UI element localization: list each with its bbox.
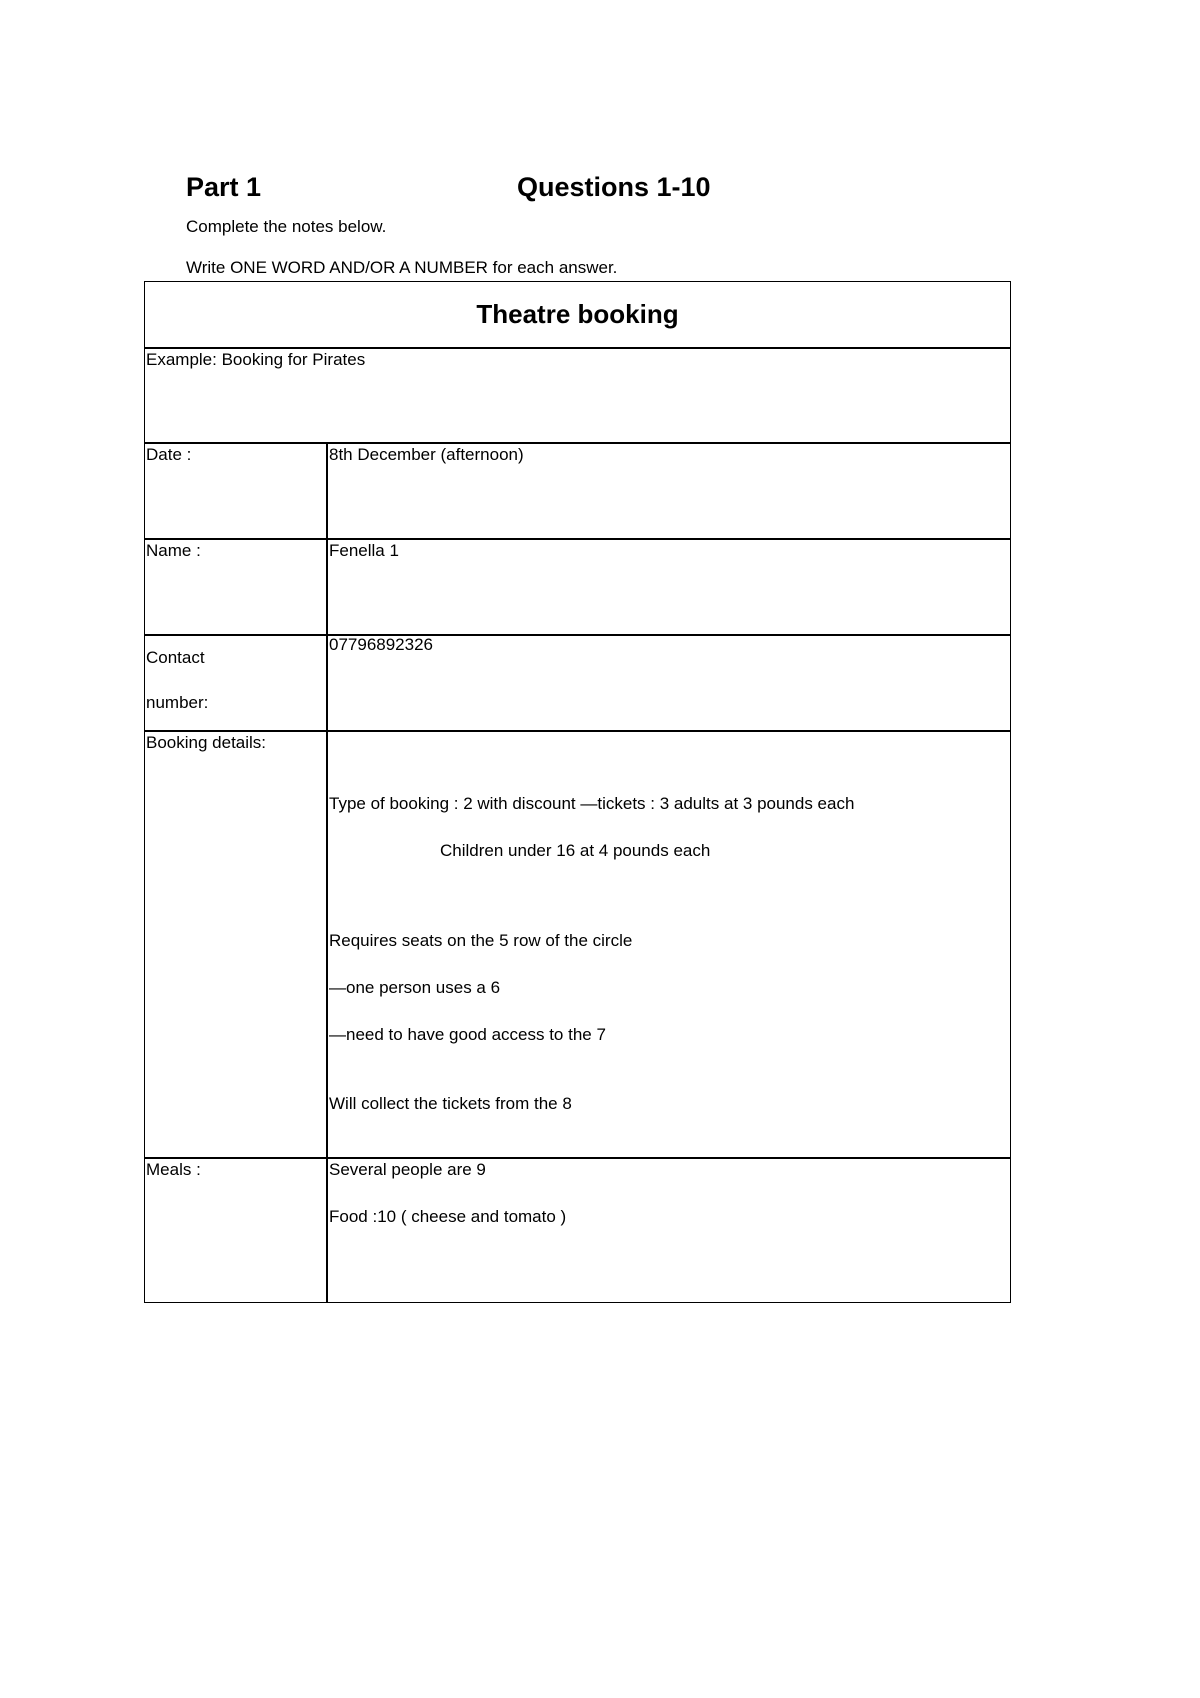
row-divider xyxy=(145,634,1010,636)
row-divider xyxy=(145,442,1010,444)
instruction-word-limit: Write ONE WORD AND/OR A NUMBER for each answer. xyxy=(186,258,618,277)
name-value: Fenella 1 xyxy=(329,541,399,560)
questions-heading: Questions 1-10 xyxy=(517,172,711,202)
column-divider xyxy=(326,442,328,1302)
row-divider xyxy=(145,1157,1010,1159)
booking-form-table xyxy=(144,281,1011,1303)
booking-line: Will collect the tickets from the 8 xyxy=(329,1094,572,1113)
booking-line: Children under 16 at 4 pounds each xyxy=(440,841,711,860)
part-heading: Part 1 xyxy=(186,172,262,202)
booking-line: Type of booking : 2 with discount —tickets : 3 adults at 3 pounds each xyxy=(329,794,855,813)
example-text: Example: Booking for Pirates xyxy=(146,350,366,369)
contact-label-line1: Contact xyxy=(146,648,205,667)
row-divider xyxy=(145,347,1010,349)
contact-value: 07796892326 xyxy=(329,635,434,654)
booking-line: —need to have good access to the 7 xyxy=(329,1025,606,1044)
instruction-complete-notes: Complete the notes below. xyxy=(186,217,387,236)
meals-line: Several people are 9 xyxy=(329,1160,486,1179)
contact-label-line2: number: xyxy=(146,693,209,712)
booking-details-label: Booking details: xyxy=(146,733,267,752)
booking-line: —one person uses a 6 xyxy=(329,978,501,997)
row-divider xyxy=(145,538,1010,540)
row-divider xyxy=(145,730,1010,732)
meals-line: Food :10 ( cheese and tomato ) xyxy=(329,1207,567,1226)
date-label: Date : xyxy=(146,445,192,464)
date-value: 8th December (afternoon) xyxy=(329,445,524,464)
meals-label: Meals : xyxy=(146,1160,201,1179)
name-label: Name : xyxy=(146,541,201,560)
form-title: Theatre booking xyxy=(476,299,679,329)
booking-line: Requires seats on the 5 row of the circle xyxy=(329,931,633,950)
